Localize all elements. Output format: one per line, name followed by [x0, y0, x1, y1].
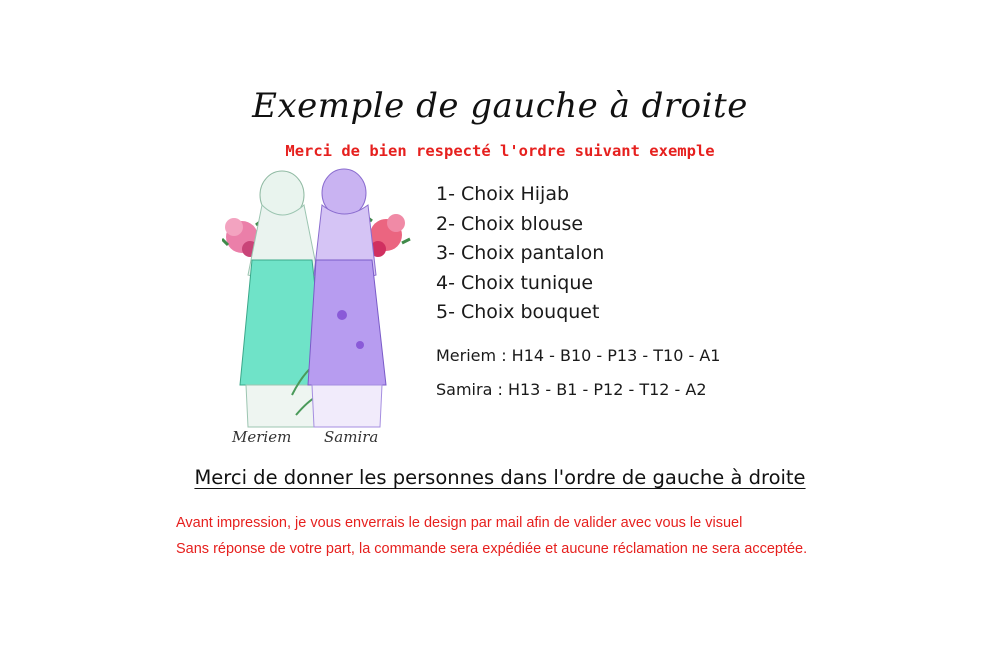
example-line-samira: Samira : H13 - B1 - P12 - T12 - A2: [436, 380, 707, 399]
list-item: 2- Choix blouse: [436, 212, 584, 235]
two-women-illustration: [222, 165, 412, 455]
name-label-left: Meriem: [232, 428, 292, 446]
list-item: 1- Choix Hijab: [436, 183, 570, 205]
list-item: 3- Choix pantalon: [436, 242, 605, 264]
name-label-right: Samira: [324, 428, 379, 446]
example-line-meriem: Meriem : H14 - B10 - P13 - T10 - A1: [436, 346, 721, 365]
right-woman-figure: [308, 169, 386, 427]
warning-text-1: Avant impression, je vous enverrais le design par mail afin de valider avec vous le visuel: [176, 515, 743, 531]
list-item: 4- Choix tunique: [436, 271, 594, 294]
warning-text-2: Sans réponse de votre part, la commande sera expédiée et aucune réclamation ne sera acceptée.: [176, 541, 808, 557]
choice-list: [436, 180, 604, 328]
page-title: Exemple de gauche à droite: [252, 86, 748, 126]
list-item: 5- Choix bouquet: [436, 301, 600, 323]
order-note: [0, 466, 1000, 489]
page-subtitle: Merci de bien respecté l'ordre suivant exemple: [285, 142, 715, 160]
order-note-text: Merci de donner les personnes dans l'ordre de gauche à droite: [194, 466, 806, 489]
